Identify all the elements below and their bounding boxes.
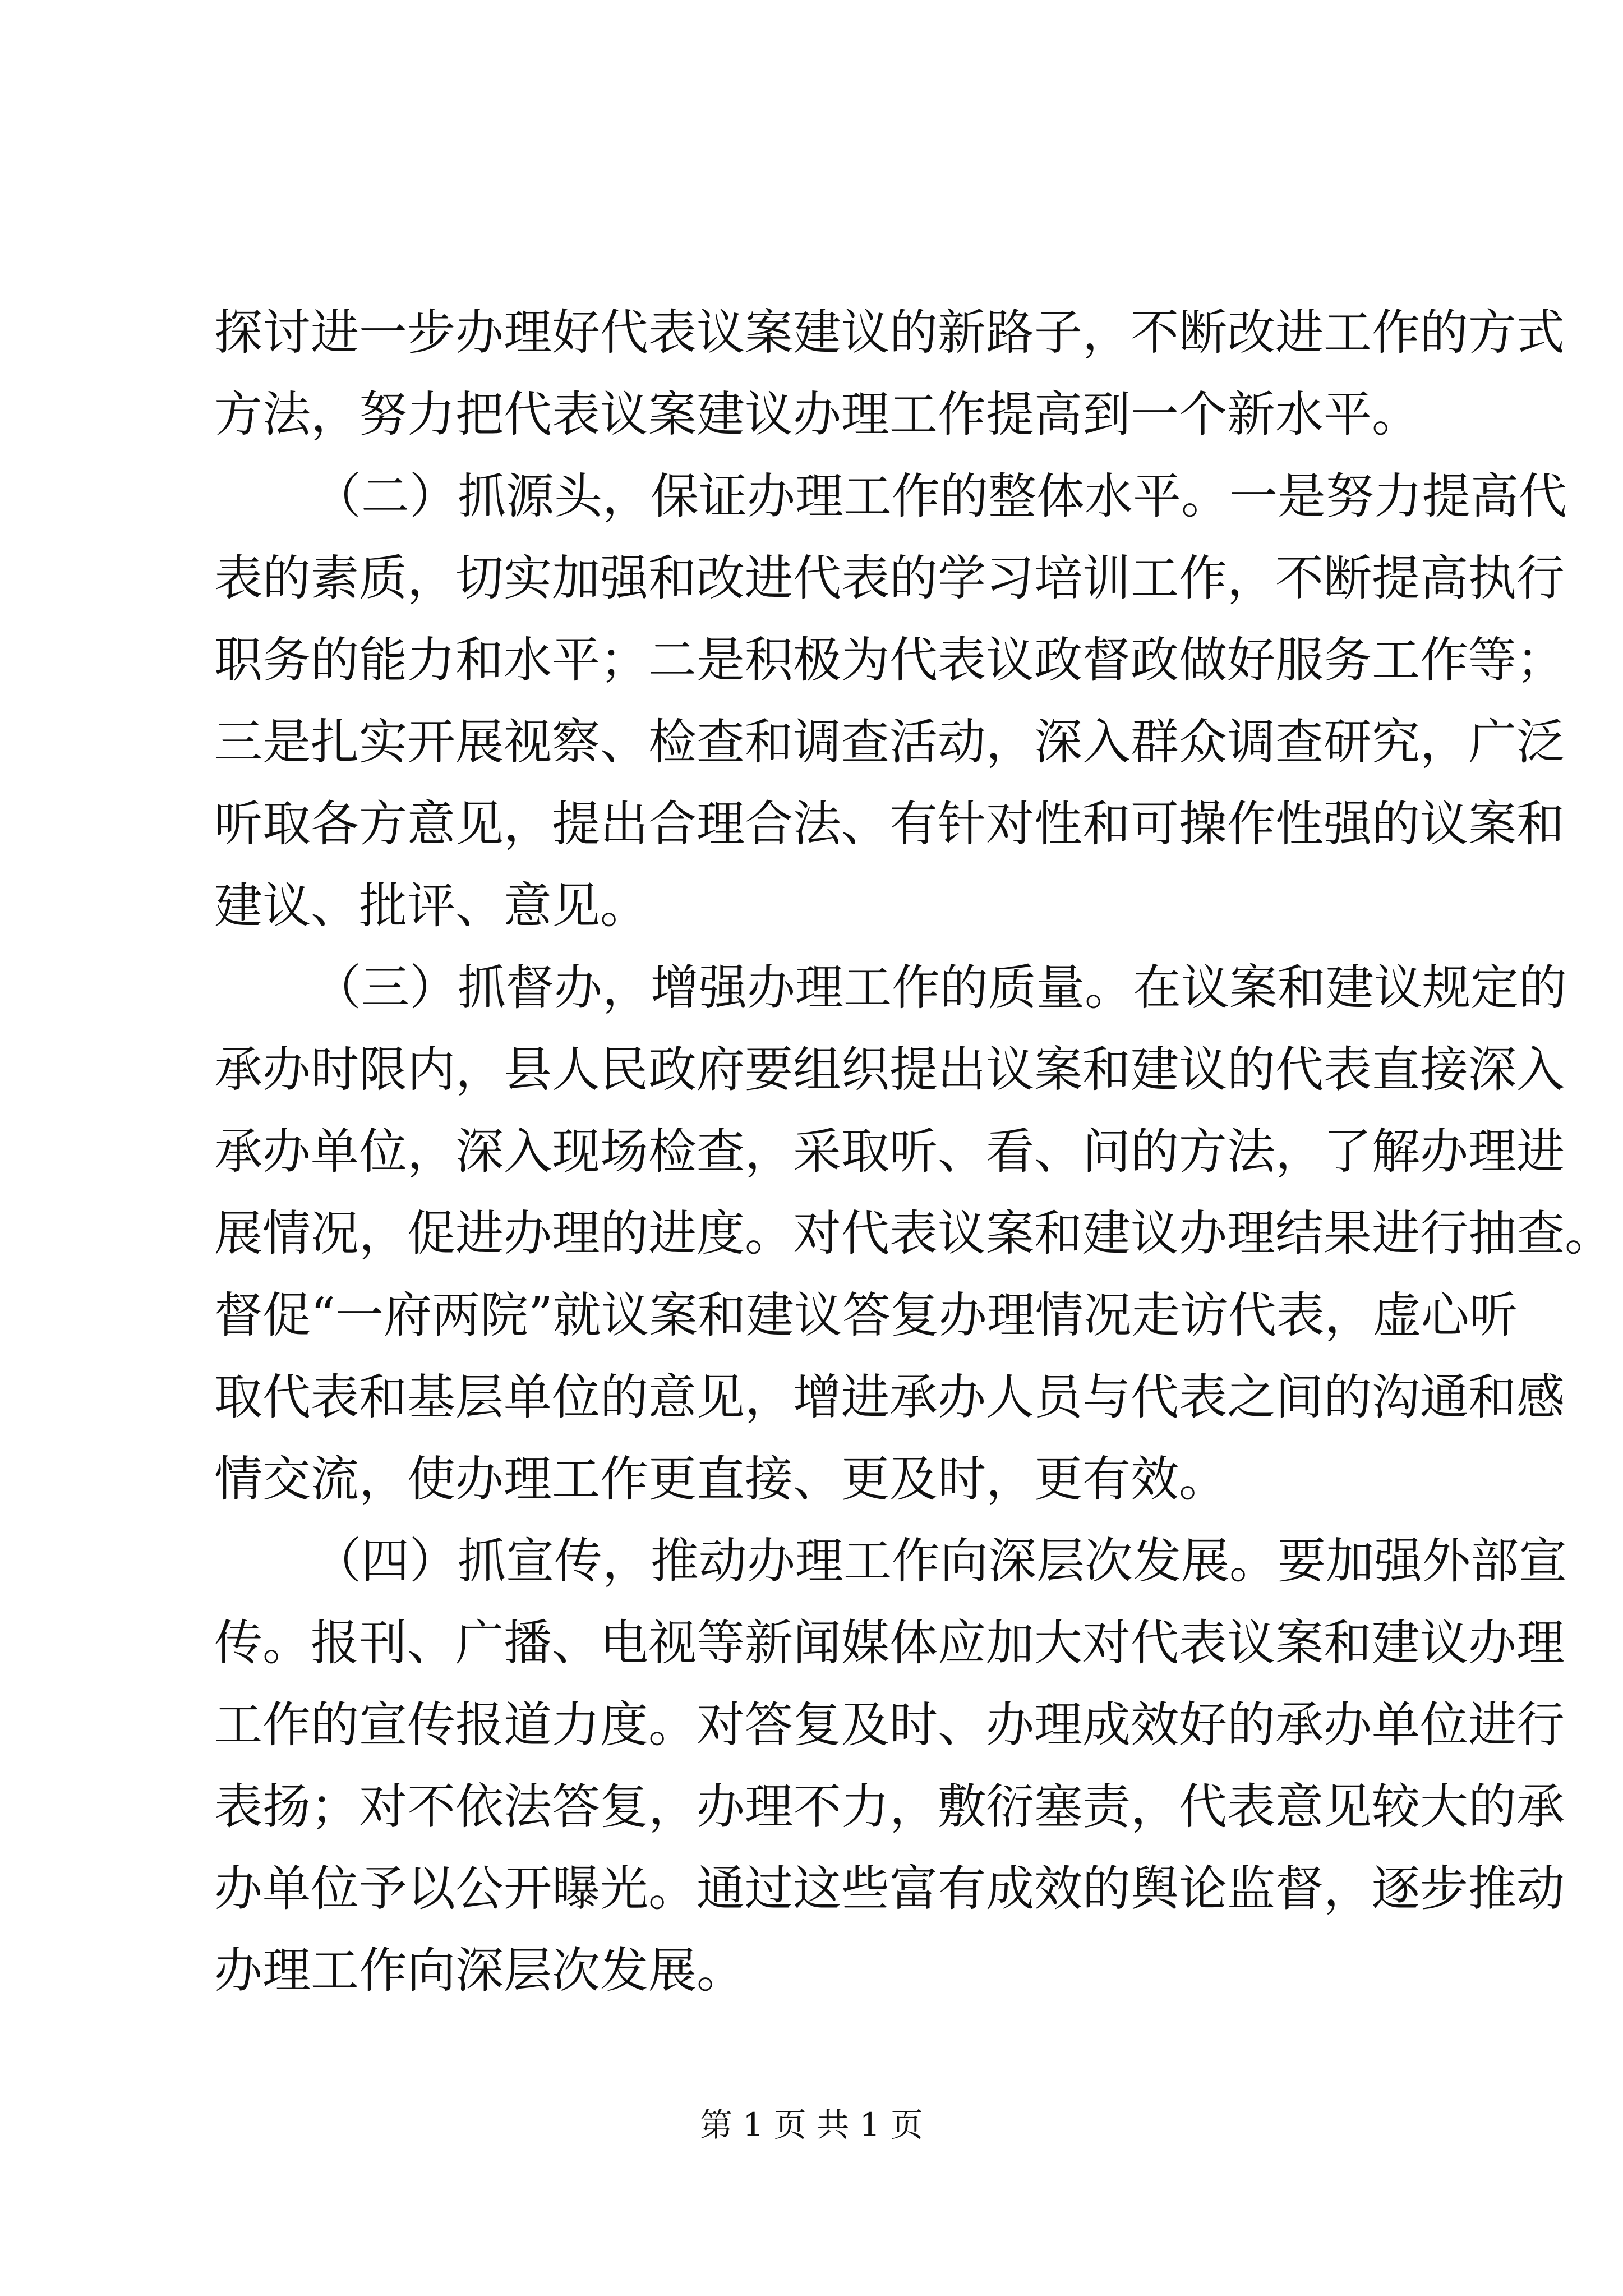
section-heading-line: （三）抓督办，增强办理工作的质量。在议案和建议规定的 xyxy=(313,960,1567,1016)
body-line: 督促“一府两院”就议案和建议答复办理情况走访代表，虚心听 xyxy=(214,1287,1518,1343)
section-heading-line: （四）抓宣传，推动办理工作向深层次发展。要加强外部宣 xyxy=(313,1533,1567,1589)
body-line: 方法，努力把代表议案建议办理工作提高到一个新水平。 xyxy=(214,386,1420,443)
page-number-footer: 第 1 页 共 1 页 xyxy=(700,2106,923,2144)
body-line: 表的素质，切实加强和改进代表的学习培训工作，不断提高执行 xyxy=(214,550,1565,606)
body-line: 听取各方意见，提出合理合法、有针对性和可操作性强的议案和 xyxy=(214,796,1565,852)
body-line: 探讨进一步办理好代表议案建议的新路子，不断改进工作的方式 xyxy=(214,305,1565,361)
body-line: 三是扎实开展视察、检查和调查活动，深入群众调查研究，广泛 xyxy=(214,714,1565,770)
body-line: 建议、批评、意见。 xyxy=(214,878,648,934)
body-line: 表扬；对不依法答复，办理不力，敷衍塞责，代表意见较大的承 xyxy=(214,1779,1565,1835)
document-body xyxy=(214,292,1613,2012)
body-line: 取代表和基层单位的意见，增进承办人员与代表之间的沟通和感 xyxy=(214,1369,1565,1425)
body-line: 职务的能力和水平；二是积极为代表议政督政做好服务工作等； xyxy=(214,632,1565,688)
body-line: 办单位予以公开曝光。通过这些富有成效的舆论监督，逐步推动 xyxy=(214,1861,1565,1917)
body-line: 办理工作向深层次发展。 xyxy=(214,1943,745,1999)
body-line: 承办时限内，县人民政府要组织提出议案和建议的代表直接深入 xyxy=(214,1042,1565,1098)
body-line: 展情况，促进办理的进度。对代表议案和建议办理结果进行抽查。 xyxy=(214,1205,1613,1262)
section-heading-line: （二）抓源头，保证办理工作的整体水平。一是努力提高代 xyxy=(313,468,1567,524)
body-line: 工作的宣传报道力度。对答复及时、办理成效好的承办单位进行 xyxy=(214,1697,1565,1753)
body-line: 情交流，使办理工作更直接、更及时，更有效。 xyxy=(214,1451,1227,1507)
body-line: 承办单位，深入现场检查，采取听、看、问的方法，了解办理进 xyxy=(214,1124,1565,1180)
body-line: 传。报刊、广播、电视等新闻媒体应加大对代表议案和建议办理 xyxy=(214,1615,1565,1671)
